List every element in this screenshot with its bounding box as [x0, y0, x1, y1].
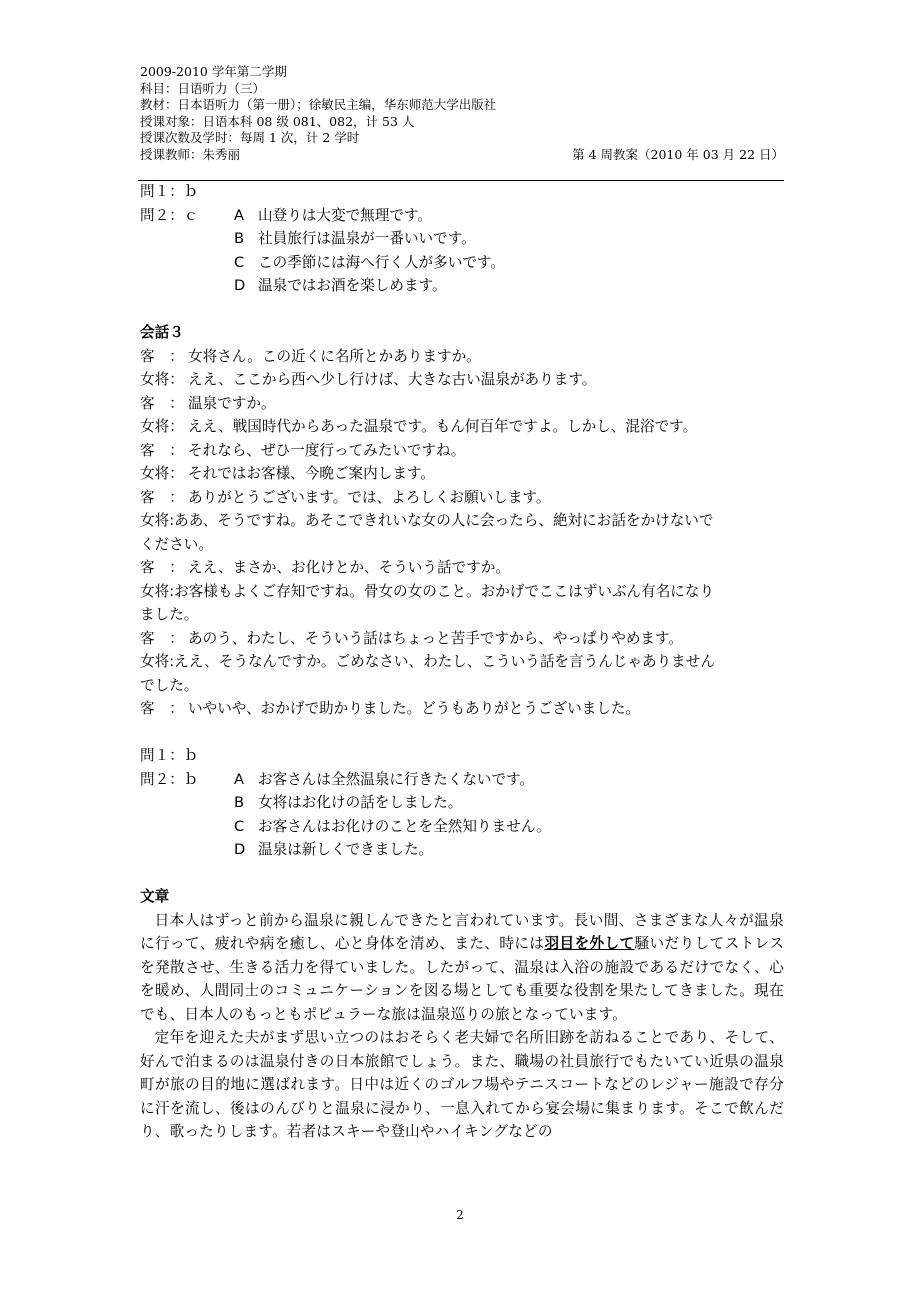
option-letter: D — [234, 841, 246, 858]
kaiwa3-option-c — [140, 815, 784, 839]
prev-option-d — [140, 274, 784, 298]
speaker-label: 女将： — [140, 465, 184, 482]
audience-line: 授课对象：日语本科 08 级 081、082，计 53 人 — [140, 113, 415, 129]
option-letter: B — [234, 794, 245, 811]
speaker-label: 女将: — [140, 653, 175, 670]
kaiwa3-question-1: 問１：ｂ — [140, 747, 199, 764]
dialogue-text: ええ、ここから西へ少し行けば、大きな古い温泉があります。 — [188, 371, 597, 388]
option-letter: D — [234, 277, 246, 294]
speaker-label: 女将: — [140, 582, 175, 600]
speaker-label: 客 ： — [140, 394, 184, 412]
speaker-label: 客 ： — [140, 700, 184, 717]
prev-question-2 — [140, 204, 784, 228]
option-text: 社員旅行は温泉が一番いいです。 — [258, 230, 476, 247]
option-text: お客さんはお化けのことを全然知りません。 — [258, 817, 551, 835]
question-label: 問２：ｃ — [140, 206, 199, 224]
kaiwa3-question-2 — [140, 768, 784, 792]
dialogue-text: ええ、そうなんですか。ごめなさい、わたし、こういう話を言うんじゃありません — [174, 653, 715, 670]
dialogue-text: ありがとうございます。では、よろしくお願いします。 — [188, 488, 551, 506]
dialogue-text: いやいや、おかげで助かりました。どうもありがとうございました。 — [188, 700, 641, 717]
option-letter: C — [234, 817, 245, 835]
option-letter: A — [234, 770, 244, 788]
dialogue-line — [140, 486, 784, 510]
speaker-label: 女将： — [140, 418, 184, 435]
dialogue-text: あのう、わたし、そういう話はちょっと苦手ですから、やっぱりやめます。 — [188, 629, 684, 647]
textbook-line: 教材：日本语听力（第一册）；徐敏民主编，华东师范大学出版社 — [140, 97, 497, 112]
dialogue-line — [140, 650, 784, 674]
dialogue-line — [140, 439, 784, 463]
option-letter: C — [234, 253, 245, 271]
prev-question-1: 問１：ｂ — [140, 183, 199, 200]
emphasized-phrase: 羽目を外して — [544, 935, 635, 952]
prev-option-b — [140, 227, 784, 251]
option-letter: B — [234, 230, 245, 247]
option-text: この季節には海へ行く人が多いです。 — [258, 253, 505, 271]
paragraph-text: 騒いだりしてストレスを発散させ、生きる活力を得ていました。したがって、温泉は入浴の施設であるだけでなく、心を暖め、人間同士のコミュニケーションを図る場としても重要な役割を果たしてきました。現在でも、日本人のもっともポピュラーな旅は温泉巡りの旅となっています。 — [140, 935, 784, 1023]
dialogue-line — [140, 509, 784, 533]
speaker-label: 女将: — [140, 512, 175, 529]
prev-option-c — [140, 251, 784, 275]
kaiwa3-option-b — [140, 791, 784, 815]
dialogue-continuation: でした。 — [140, 676, 199, 694]
dialogue-line — [140, 580, 784, 604]
dialogue-line — [140, 392, 784, 416]
dialogue-text: 女将さん。この近くに名所とかありますか。 — [188, 347, 481, 365]
dialogue-line — [140, 697, 784, 721]
dialogue-line — [140, 462, 784, 486]
option-letter: A — [234, 206, 244, 224]
bunsho-paragraph-1 — [140, 909, 784, 1027]
speaker-label: 客 ： — [140, 629, 184, 647]
schedule-line: 授课次数及学时：每周 1 次，计 2 学时 — [140, 130, 360, 145]
speaker-label: 客 ： — [140, 488, 184, 506]
option-text: 山登りは大変で無理です。 — [258, 206, 432, 224]
page-body — [140, 180, 784, 1144]
kaiwa3-option-d — [140, 838, 784, 862]
dialogue-text: ああ、そうですね。あそこできれいな女の人に会ったら、絶対にお話をかけないで — [174, 512, 714, 529]
dialogue-text: お客様もよくご存知ですね。骨女の女のこと。おかげでここはずいぶん有名になり — [174, 582, 715, 600]
dialogue-line — [140, 556, 784, 580]
option-text: お客さんは全然温泉に行きたくないです。 — [258, 770, 535, 788]
kaiwa3-title: 会話３ — [140, 324, 184, 341]
option-text: 女将はお化けの話をしました。 — [258, 794, 463, 811]
page-number: 2 — [456, 1208, 464, 1222]
dialogue-line — [140, 368, 784, 392]
teacher-line: 授课教师：朱秀丽 — [140, 146, 241, 162]
dialogue-text: それではお客様、今晩ご案内します。 — [188, 465, 435, 482]
dialogue-line — [140, 627, 784, 651]
dialogue-text: ええ、戦国時代からあった温泉です。もん何百年ですよ。しかし、混浴です。 — [188, 418, 698, 435]
bunsho-paragraph-2: 定年を迎えた夫がまず思い立つのはおそらく老夫婦で名所旧跡を訪ねることであり、そして、好んで泊まるのは温泉付きの日本旅館でしょう。また、職場の社員旅行でもたいてい近県の温泉町が旅の目的地に選ばれます。日中は近くのゴルフ場やテニスコートなどのレジャー施設で存分に汗を流し、後はのんびりと温泉に浸かり、一息入れてから宴会場に集まります。そこで飲んだり、歌ったりします。若者はスキーや登山やハイキングなどの — [140, 1029, 784, 1140]
semester-line: 2009-2010 学年第二学期 — [140, 64, 287, 79]
speaker-label: 客 ： — [140, 441, 184, 459]
dialogue-line — [140, 415, 784, 439]
speaker-label: 女将： — [140, 371, 184, 388]
dialogue-line — [140, 345, 784, 369]
dialogue-text: 温泉ですか。 — [188, 394, 276, 412]
page-header — [140, 64, 784, 163]
paragraph-text: 日本人はずっと前から温泉に親しんできたと言われています。長い間、さまざまな人々が温泉に行って、疲れや病を癒し、心と身体を清め、また、時には — [140, 911, 784, 952]
subject-line: 科目：日语听力（三） — [140, 80, 266, 96]
speaker-label: 客 ： — [140, 347, 184, 365]
lesson-plan-date: 第 4 周教案（2010 年 03 月 22 日） — [572, 146, 784, 162]
option-text: 温泉ではお酒を楽しめます。 — [258, 277, 447, 294]
dialogue-text: ええ、まさか、お化けとか、そういう話ですか。 — [188, 559, 510, 576]
speaker-label: 客 ： — [140, 559, 184, 576]
dialogue-continuation: ください。 — [140, 535, 213, 553]
question-label: 問２：ｂ — [140, 770, 199, 788]
bunsho-title: 文章 — [140, 888, 170, 905]
dialogue-continuation: ました。 — [140, 606, 199, 623]
option-text: 温泉は新しくできました。 — [258, 841, 434, 858]
dialogue-text: それなら、ぜひ一度行ってみたいですね。 — [188, 441, 466, 459]
